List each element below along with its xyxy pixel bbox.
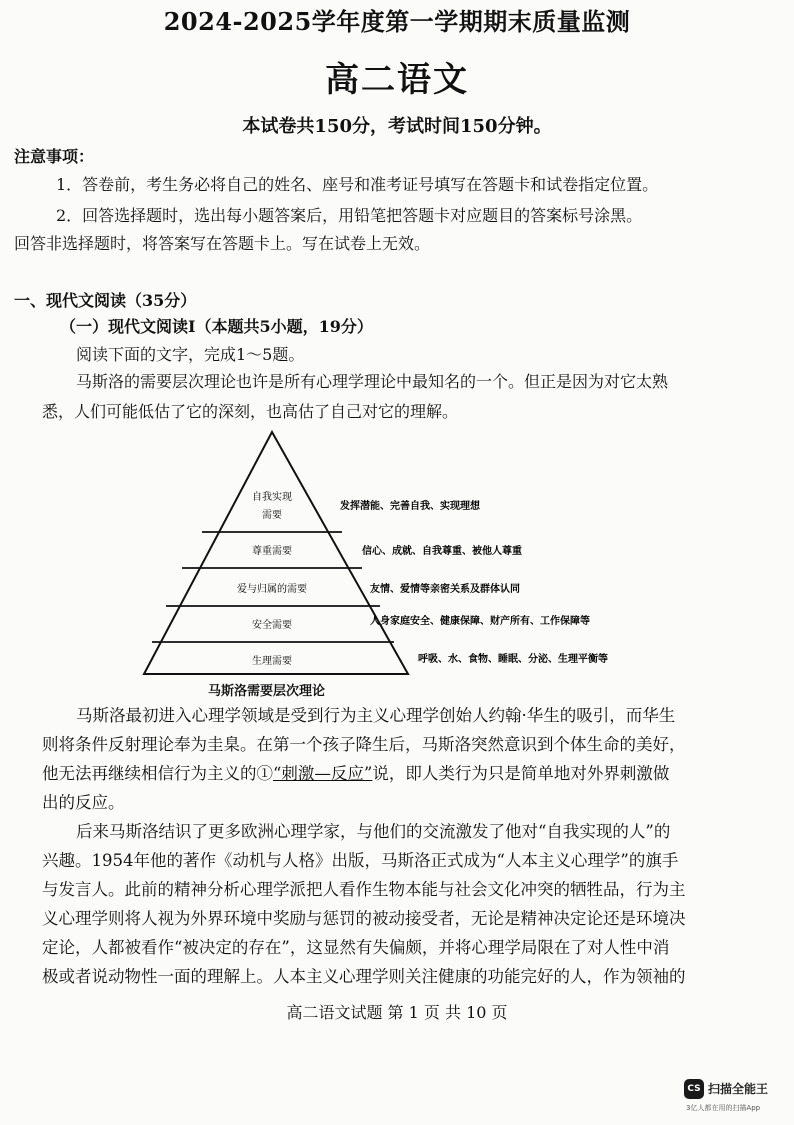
notice-item-2-cont: 回答非选择题时，将答案写在答题卡上。写在试卷上无效。 [14,234,431,253]
intro-line-2: 悉，人们可能低估了它的深刻，也高估了自己对它的理解。 [42,402,459,421]
notice-item-2: 2．回答选择题时，选出每小题答案后，用铅笔把答题卡对应题目的答案标号涂黑。 [56,206,643,225]
maslow-pyramid [140,430,700,700]
passage-p2-line-5: 定论，人都被看作“被决定的存在”，这显然有失偏颇，并将心理学局限在了对人性中消 [42,938,670,957]
page-footer: 高二语文试题 第 1 页 共 10 页 [286,1003,508,1022]
sub-section-heading: （一）现代文阅读Ⅰ（本题共5小题，19分） [60,317,373,336]
level-1-description: 发挥潜能、完善自我、实现理想 [340,501,480,512]
watermark-app-name: 扫描全能王 [708,1082,769,1096]
passage-p1-line-1: 马斯洛最初进入心理学领域是受到行为主义心理学创始人约翰·华生的吸引，而华生 [76,706,676,725]
instruction: 阅读下面的文字，完成1～5题。 [76,345,305,364]
level-4-description: 人身家庭安全、健康保障、财产所有、工作保障等 [370,616,590,627]
passage-p2-line-4: 义心理学则将人视为外界环境中奖励与惩罚的被动接受者，无论是精神决定论还是环境决 [42,909,686,928]
level-2-label: 尊重需要 [252,546,292,557]
notice-heading: 注意事项： [14,147,95,166]
passage-p2-line-3: 与发言人。此前的精神分析心理学派把人看作生物本能与社会文化冲突的牺牲品，行为主 [42,880,686,899]
passage-p2-line-1: 后来马斯洛结识了更多欧洲心理学家，与他们的交流激发了他对“自我实现的人”的 [76,822,671,841]
notice-item-1: 1．答卷前，考生务必将自己的姓名、座号和准考证号填写在答题卡和试卷指定位置。 [56,175,659,194]
marked-phrase-1: “刺激—反应” [273,764,373,783]
passage-p1-line-2: 则将条件反射理论奉为圭臬。在第一个孩子降生后，马斯洛突然意识到个体生命的美好， [42,735,686,754]
passage-p1-line-3-pre: 他无法再继续相信行为主义的① [42,764,273,783]
level-5-label: 生理需要 [252,656,292,667]
passage-p1-line-3 [42,758,669,789]
exam-info: 本试卷共150分，考试时间150分钟。 [242,116,552,137]
cs-logo-icon: CS [684,1079,704,1099]
subject-title: 高二语文 [325,60,469,100]
passage-p1-line-3-post: 说，即人类行为只是简单地对外界刺激做 [372,764,670,783]
level-3-description: 友情、爱情等亲密关系及群体认同 [370,584,520,595]
section-heading: 一、现代文阅读（35分） [14,291,197,310]
passage-p1-line-4: 出的反应。 [42,793,125,812]
level-1-label-b: 需要 [262,510,282,521]
passage-p2-line-2: 兴趣。1954年他的著作《动机与人格》出版，马斯洛正式成为“人本主义心理学”的旗手 [42,851,679,870]
level-5-description: 呼吸、水、食物、睡眠、分泌、生理平衡等 [418,654,608,665]
intro-line-1: 马斯洛的需要层次理论也许是所有心理学理论中最知名的一个。但正是因为对它太熟 [76,372,669,391]
exam-name: 2024-2025学年度第一学期期末质量监测 [163,7,631,36]
level-2-description: 信心、成就、自我尊重、被他人尊重 [362,546,522,557]
level-3-label: 爱与归属的需要 [237,584,307,595]
scanner-watermark [684,1079,788,1119]
level-1-label-a: 自我实现 [252,492,292,503]
passage-p2-line-6: 极或者说动物性一面的理解上。人本主义心理学则关注健康的功能完好的人，作为领袖的 [42,967,686,986]
watermark-tagline: 3亿人都在用的扫描App [686,1104,761,1112]
pyramid-caption: 马斯洛需要层次理论 [208,684,326,699]
level-4-label: 安全需要 [252,620,292,631]
